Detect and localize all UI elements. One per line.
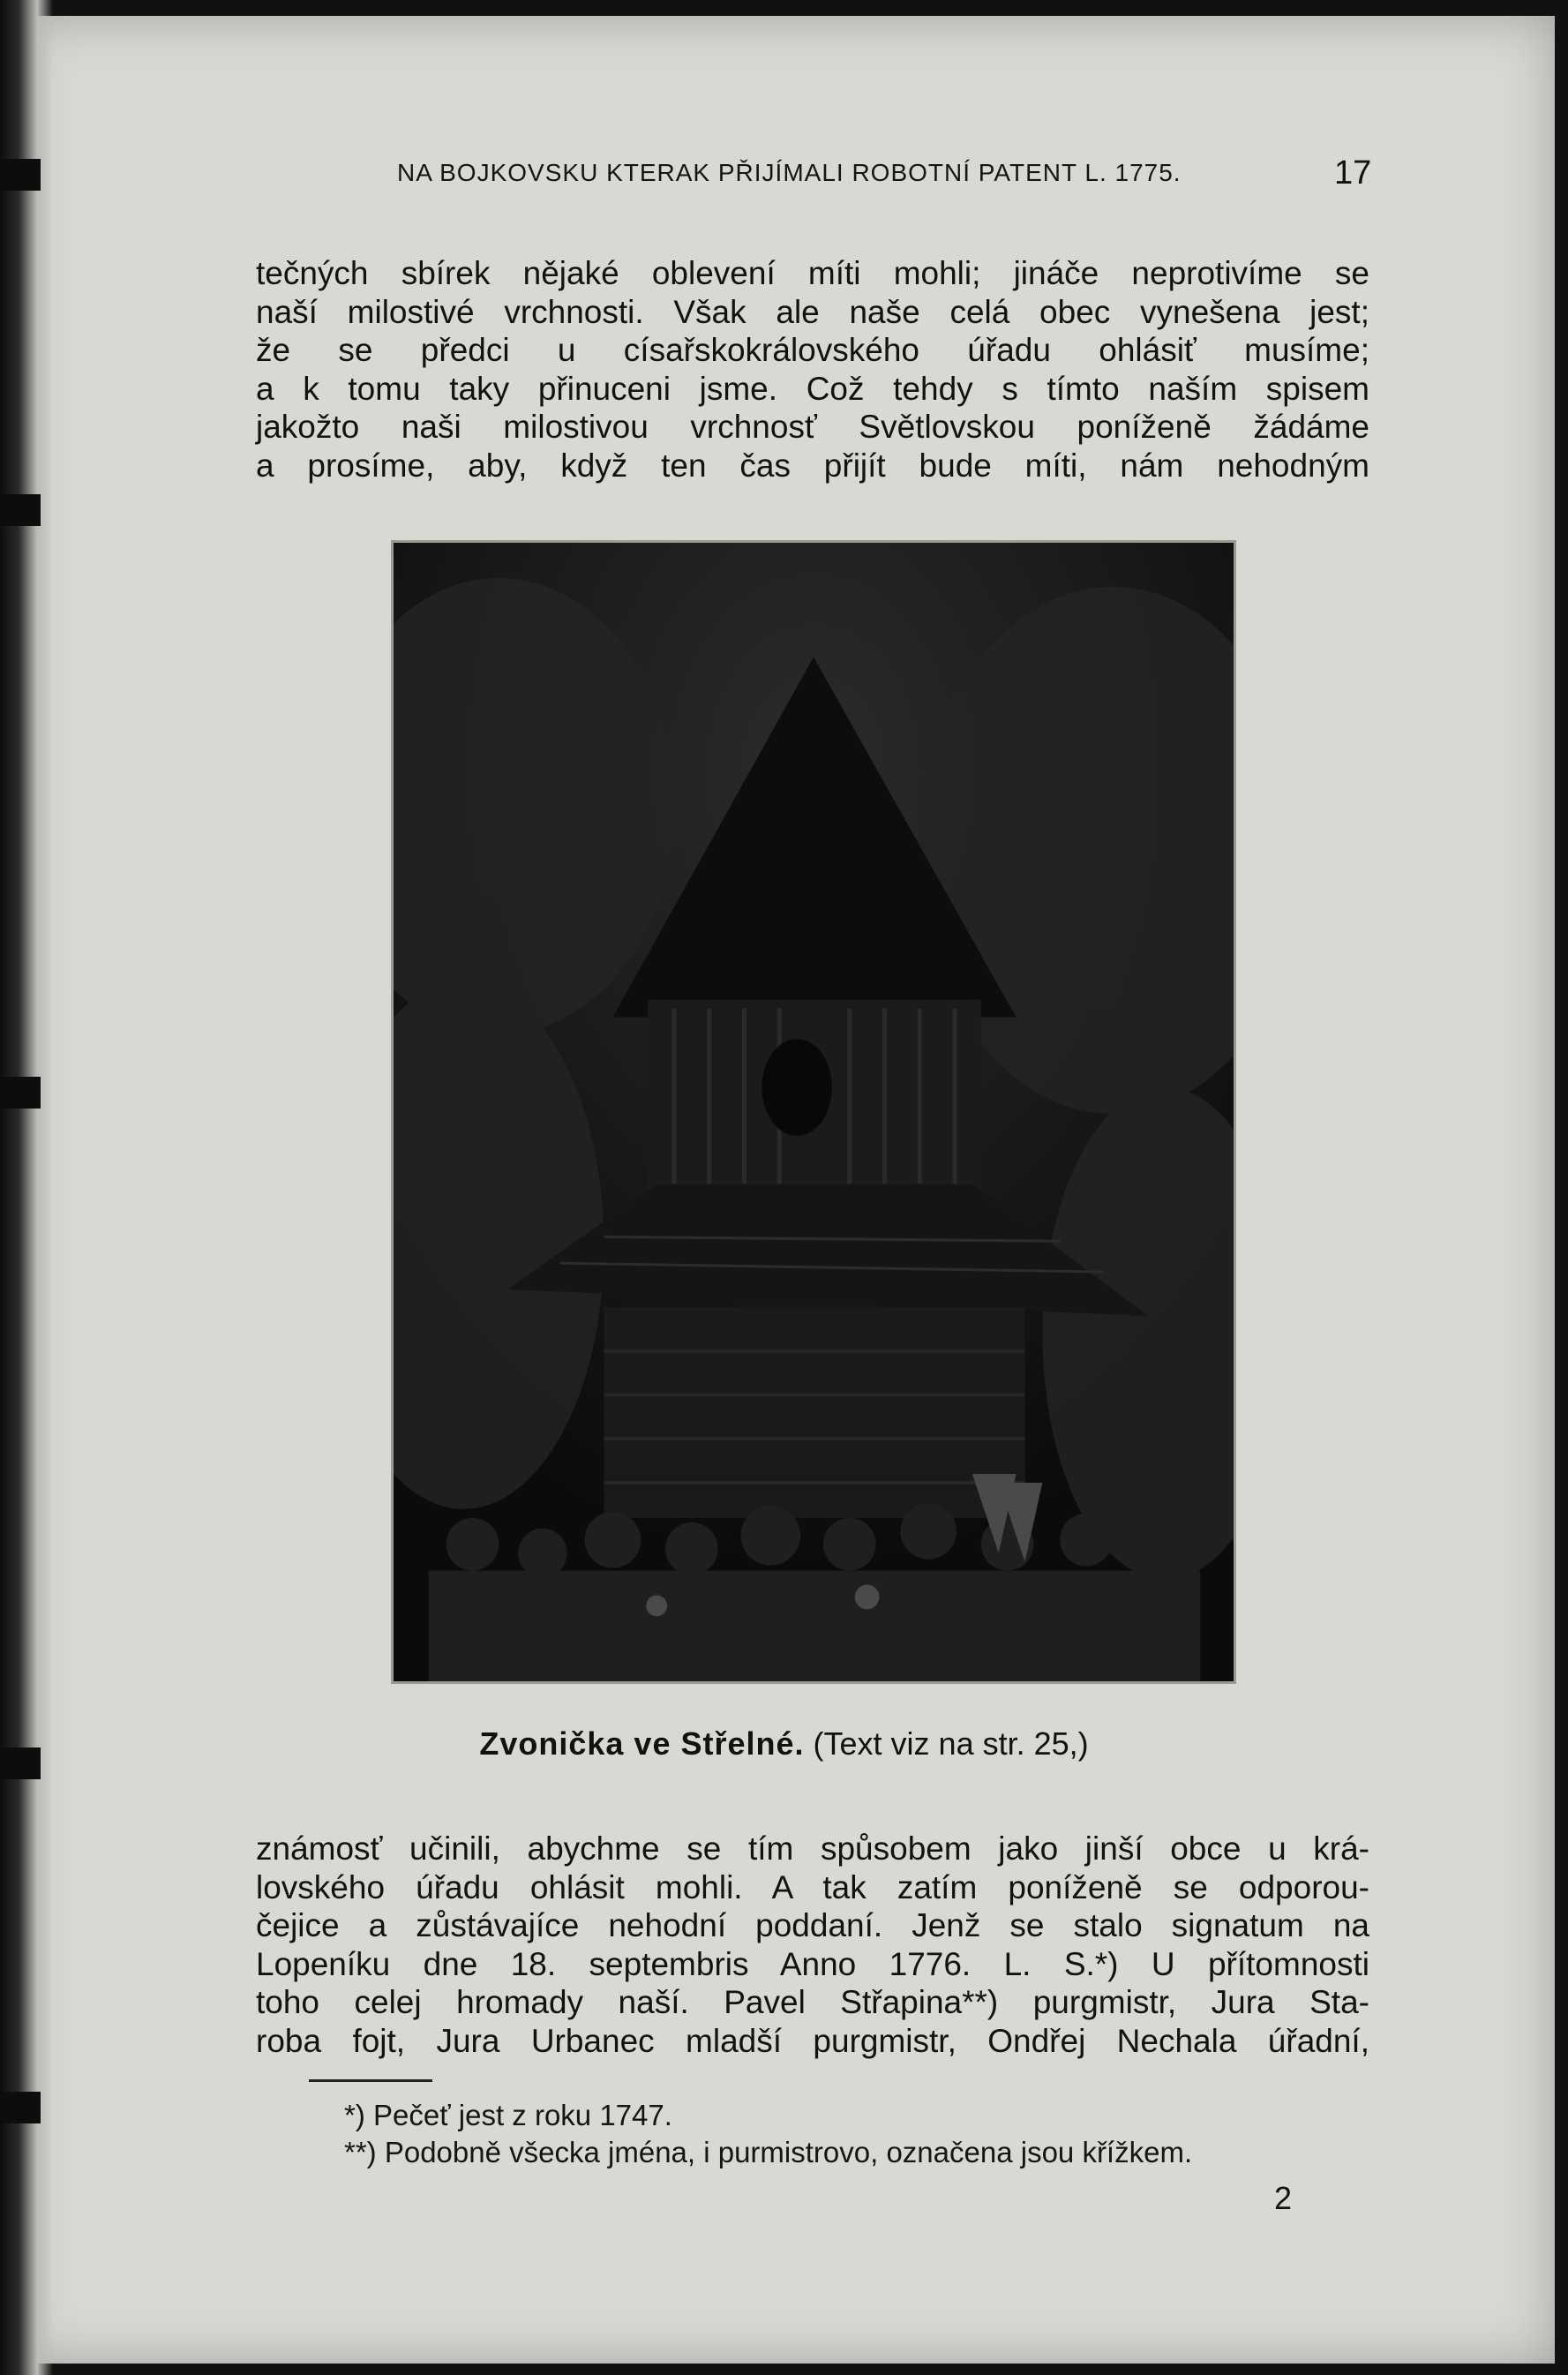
footnote-rule (309, 2079, 432, 2082)
running-header: NA BOJKOVSKU KTERAK PŘIJÍMALI ROBOTNÍ PATENT L. 1775. (397, 159, 1182, 186)
belfry-photograph (391, 540, 1236, 1684)
binding-notch (0, 1077, 41, 1109)
binding-notch (0, 494, 41, 526)
text-line: čejice a zůstávajíce nehodní poddaní. Jenž se stalo signatum na (256, 1907, 1369, 1943)
body-text-bottom (256, 1830, 1369, 2060)
text-line: toho celej hromady naší. Pavel Střapina**) purgmistr, Jura Sta- (256, 1984, 1369, 2020)
body-text-top (256, 254, 1369, 485)
text-line: že se předci u císařskokrálovského úřadu ohlásiť musíme; (256, 332, 1369, 368)
printer-signature-mark: 2 (1274, 2180, 1293, 2216)
text-line: lovského úřadu ohlásit mohli. A tak zatím poníženě se odporou- (256, 1868, 1369, 1905)
text-line: a k tomu taky přinuceni jsme. Což tehdy s tímto naším spisem (256, 370, 1369, 407)
text-line: Lopeníku dne 18. septembris Anno 1776. L. S.*) U přítomnosti (256, 1945, 1369, 1982)
text-line: jakožto naši milostivou vrchnosť Světlovskou poníženě žádáme (256, 409, 1369, 445)
book-binding-edge (0, 0, 53, 2375)
text-line: a prosíme, aby, když ten čas přijít bude míti, nám nehodným (256, 447, 1369, 484)
caption-title: Zvonička ve Střelné. (479, 1725, 805, 1762)
photo-illustration (394, 543, 1234, 1681)
text-line: roba fojt, Jura Urbanec mladší purgmistr, Ondřej Nechala úřadní, (256, 2022, 1369, 2059)
text-line: tečných sbírek nějaké oblevení míti mohli; jináče neprotivíme se (256, 255, 1369, 291)
figure-caption (0, 1725, 1568, 1762)
text-line: známosť učinili, abychme se tím spůsobem jako jinší obce u krá- (256, 1830, 1369, 1867)
text-line: naší milostivé vrchnosti. Však ale naše celá obec vynešena jest; (256, 293, 1369, 330)
binding-notch (0, 159, 41, 191)
footnote-1: *) Pečeť jest z roku 1747. (344, 2099, 672, 2131)
caption-reference: (Text viz na str. 25,) (813, 1725, 1089, 1762)
page-number: 17 (1334, 154, 1372, 192)
footnote-2: **) Podobně všecka jména, i purmistrovo, označena jsou křížkem. (344, 2136, 1193, 2168)
binding-notch (0, 2092, 41, 2123)
